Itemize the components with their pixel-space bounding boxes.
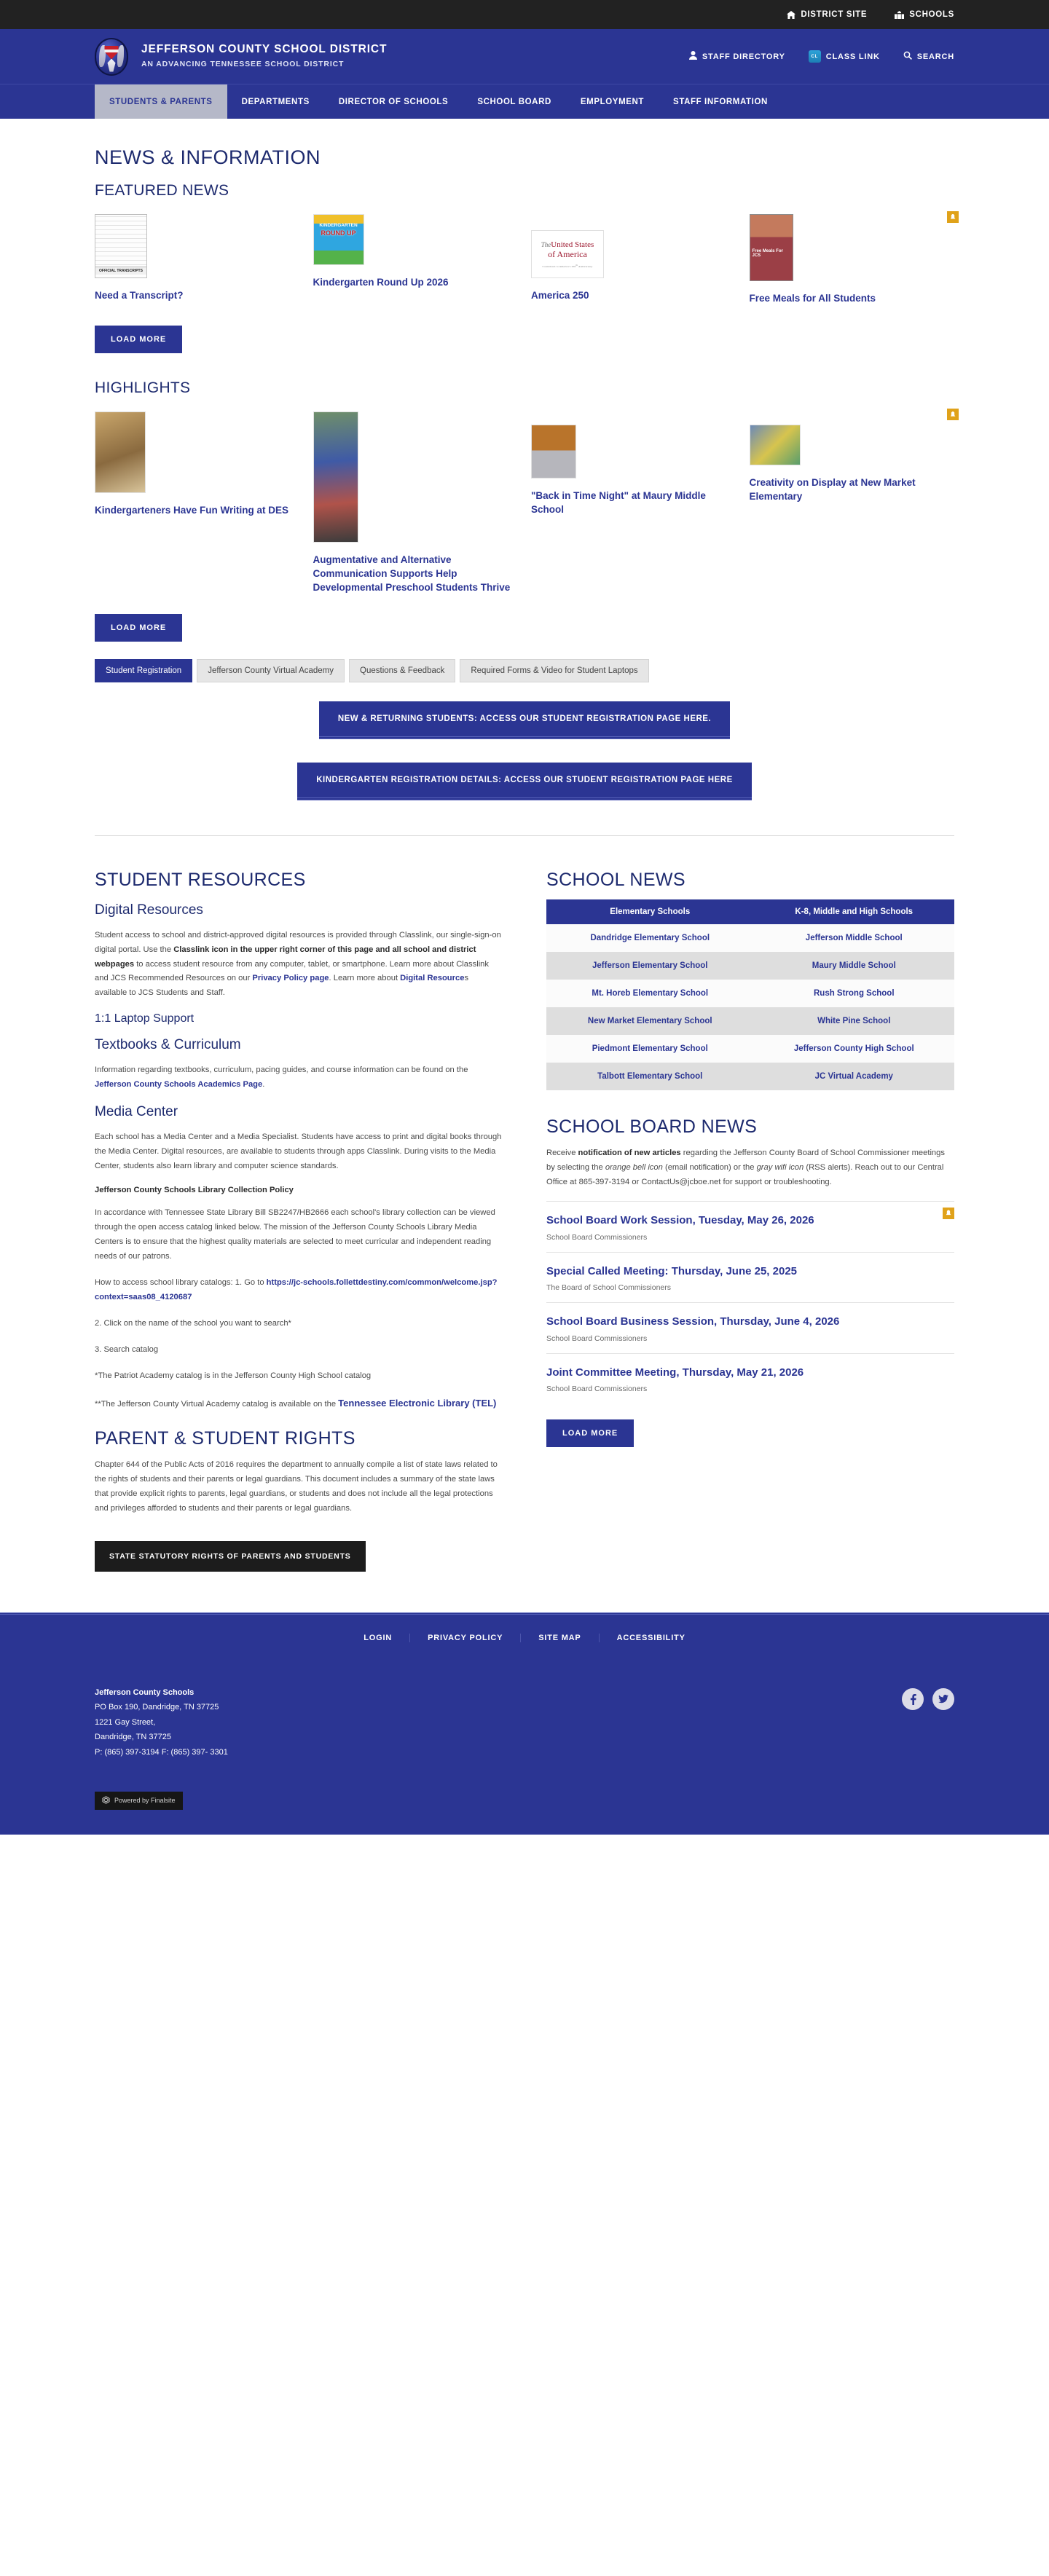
table-row (546, 980, 954, 1007)
header-quick-links (689, 50, 954, 63)
board-news-title[interactable]: School Board Business Session, Thursday, June 4, 2026 (546, 1315, 840, 1328)
school-building-icon (895, 11, 904, 19)
footer-address-line-1: PO Box 190, Dandridge, TN 37725 (95, 1703, 219, 1712)
nav-staff-information[interactable]: STAFF INFORMATION (673, 97, 768, 106)
bn-italic-1: orange bell icon (605, 1162, 663, 1172)
featured-news-card[interactable] (313, 214, 519, 289)
dr-bold-1: Classlink icon in the upper right corner of this page and all school and district webpages (95, 945, 476, 969)
step1-prefix: How to access school library catalogs: 1. Go to (95, 1277, 267, 1287)
table-row (546, 952, 954, 980)
highlight-card[interactable] (531, 411, 736, 516)
bn-text-1: Receive (546, 1148, 578, 1157)
library-catalog-step-3: 3. Search catalog (95, 1344, 159, 1354)
highlight-headline: Augmentative and Alternative Communication Supports Help Developmental Preschool Students Thrive (313, 554, 511, 594)
featured-news-card[interactable] (750, 214, 955, 305)
footer-bottom (0, 1777, 1049, 1835)
featured-news-headline: Need a Transcript? (95, 290, 184, 301)
digital-resources-paragraph (95, 929, 503, 1001)
rss-feed-icon[interactable] (947, 211, 959, 223)
highlight-card[interactable] (750, 411, 955, 503)
district-site-label: DISTRICT SITE (801, 10, 868, 19)
staff-directory-link[interactable] (689, 51, 785, 62)
footer-phone-fax: P: (865) 397-3194 F: (865) 397- 3301 (95, 1747, 228, 1757)
featured-news-headline: Kindergarten Round Up 2026 (313, 277, 449, 288)
twitter-icon[interactable] (932, 1688, 954, 1710)
library-collection-policy-heading: Jefferson County Schools Library Collection Policy (95, 1186, 294, 1194)
schools-label: SCHOOLS (909, 10, 954, 19)
site-header (0, 29, 1049, 84)
district-site-link[interactable] (787, 10, 867, 19)
table-row (546, 924, 954, 952)
school-link[interactable]: Piedmont Elementary School (546, 1035, 754, 1063)
media-center-paragraph-2: In accordance with Tennessee State Library Bill SB2247/HB2666 each school's library collection can be viewed through the open access catalog linked below. The mission of the Jefferson County Schools Library Media Centers is to ensure that the highest quality materials are selected to meet curricular and independent reading needs of our patrons. (95, 1208, 495, 1261)
nav-employment[interactable]: EMPLOYMENT (580, 97, 645, 106)
textbooks-curriculum-heading: Textbooks & Curriculum (95, 1037, 241, 1053)
library-footnote-2 (95, 1395, 503, 1412)
school-link[interactable]: Jefferson County High School (754, 1035, 954, 1063)
column-header-k8-middle-high: K-8, Middle and High Schools (754, 899, 954, 924)
bn-text-2: regarding the Jefferson County Board of School Commissioner meetings by selecting the (546, 1148, 945, 1172)
highlights-load-more-button[interactable]: LOAD MORE (95, 614, 182, 642)
tb-text-1: Information regarding textbooks, curriculum, pacing guides, and course information can be found on the (95, 1066, 468, 1075)
textbooks-paragraph (95, 1063, 503, 1092)
bn-text-3: (email notification) or the (662, 1162, 757, 1172)
search-link[interactable] (903, 51, 954, 62)
highlight-card[interactable] (313, 411, 519, 594)
kindergarten-registration-cta[interactable]: KINDERGARTEN REGISTRATION DETAILS: ACCESS OUR STUDENT REGISTRATION PAGE HERE (297, 763, 752, 800)
highlight-headline: "Back in Time Night" at Maury Middle School (531, 490, 706, 516)
footer-address (95, 1685, 228, 1760)
board-news-title[interactable]: School Board Work Session, Tuesday, May 26, 2026 (546, 1214, 814, 1227)
column-header-elementary: Elementary Schools (546, 899, 754, 924)
tab-required-forms-video[interactable]: Required Forms & Video for Student Laptops (460, 659, 648, 682)
footer-link-accessibility[interactable]: ACCESSIBILITY (616, 1633, 685, 1642)
main-navigation (0, 84, 1049, 119)
school-link[interactable]: Mt. Horeb Elementary School (546, 980, 754, 1007)
school-link[interactable]: Rush Strong School (754, 980, 954, 1007)
lower-content (95, 870, 954, 1613)
board-news-meta: School Board Commissioners (546, 1384, 648, 1394)
footer-navigation (0, 1612, 1049, 1661)
table-row (546, 1035, 954, 1063)
school-link[interactable]: Dandridge Elementary School (546, 924, 754, 952)
school-link[interactable]: White Pine School (754, 1007, 954, 1035)
tb-text-2: . (262, 1080, 265, 1090)
powered-by-finalsite-badge[interactable] (95, 1792, 183, 1810)
featured-news-card[interactable] (531, 214, 736, 302)
state-statutory-rights-button[interactable]: STATE STATUTORY RIGHTS OF PARENTS AND STUDENTS (95, 1541, 366, 1572)
nav-departments[interactable]: DEPARTMENTS (241, 97, 310, 106)
new-returning-students-cta[interactable]: NEW & RETURNING STUDENTS: ACCESS OUR STUDENT REGISTRATION PAGE HERE. (319, 701, 730, 739)
nav-students-parents[interactable]: STUDENTS & PARENTS (95, 84, 227, 119)
highlights-grid (95, 411, 954, 594)
page-title: NEWS & INFORMATION (95, 146, 321, 168)
school-news-column (546, 870, 954, 1572)
highlight-headline: Creativity on Display at New Market Elementary (749, 477, 916, 503)
finalsite-logo-icon (102, 1796, 110, 1805)
official-transcripts-image (95, 214, 147, 278)
aac-classroom-photo (313, 411, 358, 543)
board-news-item (546, 1353, 954, 1404)
united-states-of-america-logo: TheUnited States of America Countdown to America's 250th Anniversary (531, 230, 604, 278)
digital-resource-link[interactable]: Digital Resource (400, 974, 465, 983)
search-label: SEARCH (916, 52, 954, 61)
dr-text-3: . Learn more about (329, 974, 401, 983)
footer-link-privacy-policy[interactable]: PRIVACY POLICY (410, 1634, 521, 1642)
dr-text-4: s available to JCS Students and Staff. (95, 974, 469, 998)
board-news-load-more-button[interactable]: LOAD MORE (546, 1419, 634, 1447)
footer-address-line-3: Dandridge, TN 37725 (95, 1733, 171, 1742)
student-artwork-photo (750, 425, 801, 465)
school-board-news-intro (546, 1146, 954, 1190)
staff-directory-label: STAFF DIRECTORY (702, 52, 785, 61)
library-catalog-step-2: 2. Click on the name of the school you want to search* (95, 1318, 291, 1328)
nav-director-of-schools[interactable]: DIRECTOR OF SCHOOLS (338, 97, 449, 106)
school-board-news-title: SCHOOL BOARD NEWS (546, 1116, 758, 1137)
district-crest-icon (95, 38, 128, 76)
schools-link[interactable] (895, 10, 954, 19)
students-writing-photo (95, 411, 146, 493)
school-news-table (546, 899, 954, 1090)
footer-main (0, 1661, 1049, 1777)
laptop-support-heading: 1:1 Laptop Support (95, 1012, 195, 1025)
featured-news-load-more-button[interactable]: LOAD MORE (95, 326, 182, 353)
utility-bar (0, 0, 1049, 29)
board-intro-paragraph (546, 1146, 954, 1190)
highlight-card[interactable] (95, 411, 300, 517)
class-link-label: CLASS LINK (825, 52, 880, 61)
classlink-icon: CL (809, 50, 821, 63)
footer-social-links (902, 1688, 954, 1710)
facebook-icon[interactable] (902, 1688, 924, 1710)
footer-link-login[interactable]: LOGIN (346, 1634, 410, 1642)
board-news-title[interactable]: Joint Committee Meeting, Thursday, May 21, 2026 (546, 1366, 804, 1379)
class-link-link[interactable] (809, 50, 880, 63)
bn-bold-1: notification of new articles (578, 1148, 681, 1157)
school-link[interactable]: Jefferson Elementary School (546, 952, 754, 980)
board-news-title[interactable]: Special Called Meeting: Thursday, June 25, 2025 (546, 1264, 798, 1277)
featured-news-grid (95, 214, 954, 305)
rss-feed-icon[interactable] (947, 409, 959, 420)
fn2-prefix: **The Jefferson County Virtual Academy catalog is available on the (95, 1400, 339, 1409)
powered-by-finalsite-label: Powered by Finalsite (114, 1797, 176, 1805)
site-logo-link[interactable] (95, 38, 689, 76)
privacy-policy-page-link[interactable]: Privacy Policy page (252, 974, 329, 983)
home-icon (787, 11, 795, 19)
tab-student-registration[interactable]: Student Registration (95, 659, 192, 682)
highlight-headline: Kindergarteners Have Fun Writing at DES (95, 505, 289, 516)
dr-text-2: to access student resource from any computer, tablet, or smartphone. Learn more about Classlink and JCS Recommended Resources on our (95, 959, 489, 983)
orange-bell-notification-icon[interactable] (943, 1208, 954, 1219)
highlights-heading: HIGHLIGHTS (95, 379, 191, 397)
kindergarten-round-up-flyer (313, 214, 364, 265)
nav-school-board[interactable]: SCHOOL BOARD (477, 97, 551, 106)
dr-text-1: Student access to school and district-approved digital resources is provided through Classlink, our single-sign-on digital portal. Use the (95, 930, 501, 954)
registration-tabs (95, 659, 954, 682)
page-content (0, 146, 1049, 1612)
follett-destiny-link[interactable]: https://jc-schools.follettdestiny.com/common/welcome.jsp?context=saas08_4120687 (95, 1277, 498, 1301)
table-row (546, 1063, 954, 1090)
school-link[interactable]: New Market Elementary School (546, 1007, 754, 1035)
tennessee-electronic-library-link[interactable]: Tennessee Electronic Library (TEL) (338, 1398, 497, 1409)
tab-questions-feedback[interactable]: Questions & Feedback (349, 659, 455, 682)
academics-page-link[interactable]: Jefferson County Schools Academics Page (95, 1080, 263, 1090)
school-link[interactable]: JC Virtual Academy (754, 1063, 954, 1090)
site-subtitle: AN ADVANCING TENNESSEE SCHOOL DISTRICT (141, 59, 345, 68)
bn-text-4: (RSS alerts). Reach out to our Central Office at 865-397-3194 or ContactUs@jcboe.net for support or troubleshooting. (546, 1162, 944, 1186)
parent-student-rights-paragraph: Chapter 644 of the Public Acts of 2016 requires the department to annually compile a list of state laws related to the rights of students and their parents or legal guardians. This document includes a summary of the state laws that provide explicit rights to parents, legal guardians, or students and does not include all the legal protections and privileges afforded to students and their parents or legal guardians. (95, 1460, 498, 1513)
footer-address-line-2: 1221 Gay Street, (95, 1717, 156, 1727)
featured-news-section (95, 182, 954, 353)
registration-section (95, 659, 954, 800)
section-divider (95, 835, 954, 836)
board-news-item (546, 1252, 954, 1303)
search-icon (903, 51, 912, 62)
student-resources-column (95, 870, 503, 1572)
board-news-meta: School Board Commissioners (546, 1334, 648, 1343)
table-row (546, 1007, 954, 1035)
school-news-title: SCHOOL NEWS (546, 869, 685, 890)
featured-news-headline: America 250 (531, 290, 589, 301)
school-link[interactable]: Jefferson Middle School (754, 924, 954, 952)
free-meals-for-jcs-image (750, 214, 793, 281)
table-header-row (546, 899, 954, 924)
student-resources-title: STUDENT RESOURCES (95, 869, 306, 890)
back-in-time-night-photo (531, 425, 576, 478)
footer-link-site-map[interactable]: SITE MAP (521, 1634, 599, 1642)
library-catalog-step-1 (95, 1276, 503, 1305)
site-title: JEFFERSON COUNTY SCHOOL DISTRICT (141, 42, 388, 55)
board-news-item (546, 1201, 954, 1252)
footer-org-name: Jefferson County Schools (95, 1688, 195, 1698)
featured-news-headline: Free Meals for All Students (749, 293, 876, 304)
highlights-section (95, 379, 954, 641)
person-icon (689, 51, 697, 62)
featured-news-card[interactable] (95, 214, 300, 302)
featured-news-heading: FEATURED NEWS (95, 182, 229, 199)
school-link[interactable]: Maury Middle School (754, 952, 954, 980)
media-center-paragraph-1: Each school has a Media Center and a Media Specialist. Students have access to print and digital books through the Media Center. Digital resources, are available to students through apps Classlink. During visits to the Media Center, students also learn library and computer science standards. (95, 1133, 502, 1171)
digital-resources-heading: Digital Resources (95, 902, 203, 918)
library-footnote-1: *The Patriot Academy catalog is in the Jefferson County High School catalog (95, 1371, 372, 1380)
board-news-item (546, 1302, 954, 1353)
school-link[interactable]: Talbott Elementary School (546, 1063, 754, 1090)
tab-jefferson-county-virtual-academy[interactable]: Jefferson County Virtual Academy (197, 659, 345, 682)
board-news-meta: The Board of School Commissioners (546, 1283, 671, 1293)
media-center-heading: Media Center (95, 1104, 178, 1120)
parent-student-rights-title: PARENT & STUDENT RIGHTS (95, 1428, 355, 1449)
board-news-meta: School Board Commissioners (546, 1232, 648, 1242)
bn-italic-2: gray wifi icon (756, 1162, 804, 1172)
registration-cta-area (95, 701, 954, 800)
